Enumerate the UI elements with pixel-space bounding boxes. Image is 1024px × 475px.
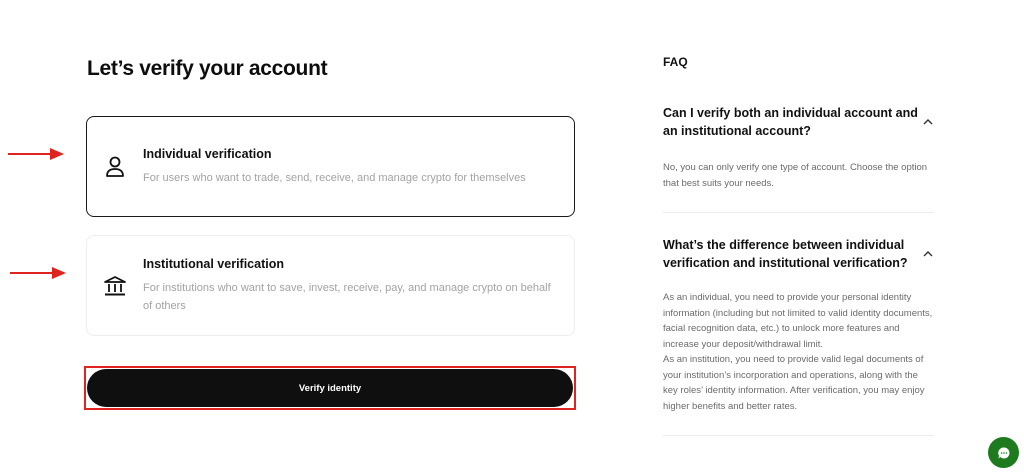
option-institutional-verification[interactable] [86,235,575,336]
faq-question-toggle[interactable] [663,104,934,140]
faq-divider [663,435,934,436]
chevron-up-icon[interactable] [922,118,934,126]
verify-identity-button[interactable]: Verify identity [87,369,573,407]
faq-question-toggle[interactable] [663,236,934,272]
annotation-arrow-icon [10,266,66,280]
faq-answer: No, you can only verify one type of account. Choose the option that best suits your needs. [663,162,928,189]
faq-item [663,236,934,414]
faq-heading: FAQ [663,55,688,69]
faq-answer-paragraph: As an institution, you need to provide valid legal documents of your institution’s incorporation and operations, along with the key roles’ identity information. After verification, you may enjoy higher benefits and better rates. [663,354,925,412]
annotation-arrow-icon [8,147,64,161]
faq-answer [663,290,934,414]
chat-bubble-icon [997,446,1011,460]
chevron-up-icon[interactable] [922,250,934,258]
user-icon [87,156,143,178]
option-description: For users who want to trade, send, receive, and manage crypto for themselves [143,171,526,184]
faq-divider [663,212,934,213]
faq-answer-paragraph: As an individual, you need to provide your personal identity information (including but not limited to valid identity documents, facial recognition data, etc.) to unlock more features and increase your deposit/withdrawal limit. [663,292,933,350]
option-title: Institutional verification [143,256,284,271]
option-description: For institutions who want to save, invest, receive, pay, and manage crypto on behalf of others [143,281,551,312]
faq-question: What’s the difference between individual verification and institutional verification? [663,238,908,270]
faq-item [663,104,934,191]
chat-support-button[interactable] [988,437,1019,468]
bank-icon [87,276,143,296]
option-individual-verification[interactable] [86,116,575,217]
option-title: Individual verification [143,146,272,161]
page-title: Let’s verify your account [87,57,328,80]
faq-question: Can I verify both an individual account and an institutional account? [663,106,918,138]
